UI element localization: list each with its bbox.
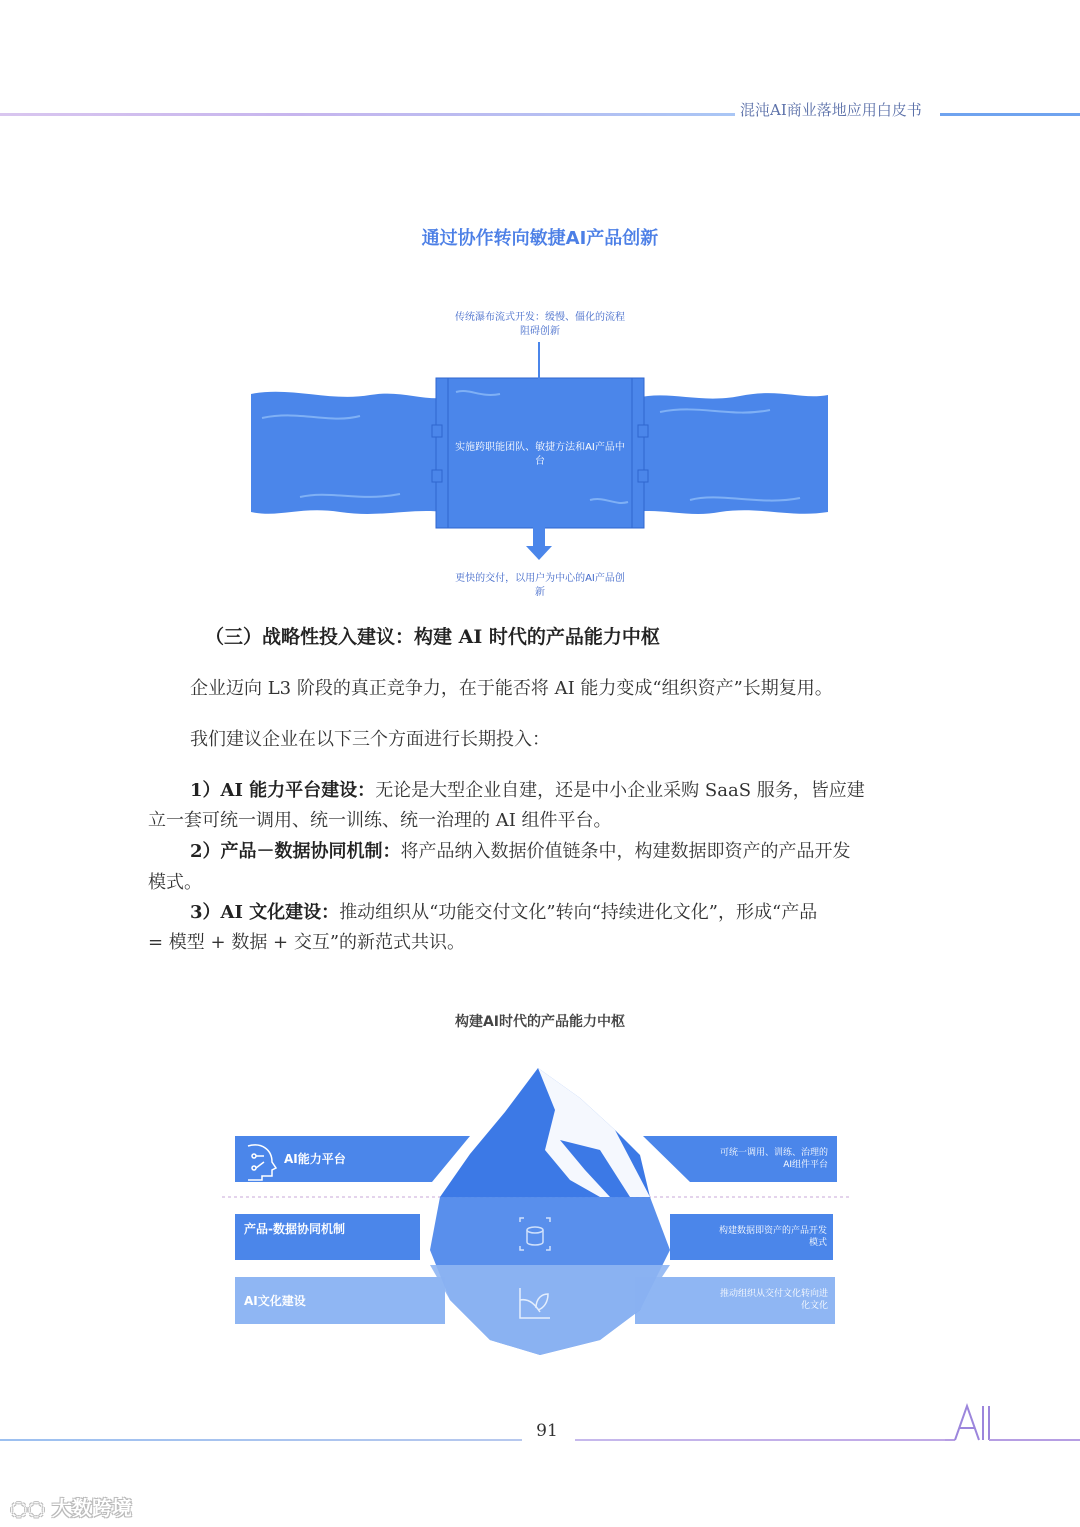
footer-rule-right — [575, 1439, 955, 1441]
item-2-text: 将产品纳入数据价值链条中，构建数据即资产的产品开发 — [400, 841, 851, 862]
row-3-label: AI文化建设 — [244, 1294, 306, 1308]
figure1-top-label: 传统瀑布流式开发：缓慢、僵化的流程阻碍创新 — [455, 312, 625, 337]
row-2-desc: 构建数据即资产的产品开发模式 — [718, 1226, 827, 1248]
figure1-title: 通过协作转向敏捷AI产品创新 — [421, 228, 659, 249]
row-1-desc: 可统一调用、训练、治理的AI组件平台 — [720, 1148, 829, 1170]
item-1-text: 无论是大型企业自建，还是中小企业采购 SaaS 服务，皆应建 — [375, 780, 865, 801]
paragraph-2: 我们建议企业在以下三个方面进行长期投入： — [190, 729, 550, 750]
item-2-lead: 2）产品－数据协同机制： — [190, 841, 401, 862]
page-number: 91 — [536, 1421, 558, 1441]
item-3-line-1 — [190, 898, 817, 924]
watermark — [10, 1492, 132, 1521]
row-3-desc: 推动组织从交付文化转向进化文化 — [720, 1289, 829, 1311]
paragraph-1: 企业迈向 L3 阶段的真正竞争力，在于能否将 AI 能力变成“组织资产”长期复用。 — [190, 678, 833, 699]
item-2-line-2: 模式。 — [148, 872, 202, 893]
figure2-iceberg-diagram — [0, 1050, 1080, 1380]
item-1-lead: 1）AI 能力平台建设： — [190, 780, 376, 801]
watermark-text: 大数跨境 — [51, 1496, 132, 1520]
left-bar-1 — [235, 1136, 470, 1182]
section-heading: （三）战略性投入建议：构建 AI 时代的产品能力中枢 — [205, 626, 660, 648]
row-2-label: 产品-数据协同机制 — [244, 1222, 345, 1236]
figure2-title: 构建AI时代的产品能力中枢 — [454, 1014, 626, 1030]
running-header-title: 混沌AI商业落地应用白皮书 — [740, 101, 922, 119]
watermark-logo-icon: ◌◌ — [10, 1496, 52, 1520]
left-bar-2 — [235, 1214, 420, 1260]
footer-rule-left — [0, 1439, 522, 1441]
figure1-bottom-label: 更快的交付，以用户为中心的AI产品创新 — [455, 573, 625, 598]
item-1-line-2: 立一套可统一调用、统一训练、统一治理的 AI 组件平台。 — [148, 810, 612, 831]
ai-logo-icon — [945, 1400, 1080, 1445]
item-3-lead: 3）AI 文化建设： — [190, 902, 340, 923]
row-1-label: AI能力平台 — [284, 1152, 346, 1166]
item-2-line-1 — [190, 837, 851, 863]
arrow-down-icon-top — [527, 342, 551, 400]
figure1-center-label: 实施跨职能团队、敏捷方法和AI产品中台 — [455, 442, 625, 467]
item-3-text: 推动组织从“功能交付文化”转向“持续进化文化”，形成“产品 — [339, 902, 818, 923]
figure1-river-diagram — [0, 0, 1080, 620]
item-1-line-1 — [190, 776, 865, 802]
item-3-line-2: = 模型 + 数据 + 交互”的新范式共识。 — [148, 932, 466, 953]
